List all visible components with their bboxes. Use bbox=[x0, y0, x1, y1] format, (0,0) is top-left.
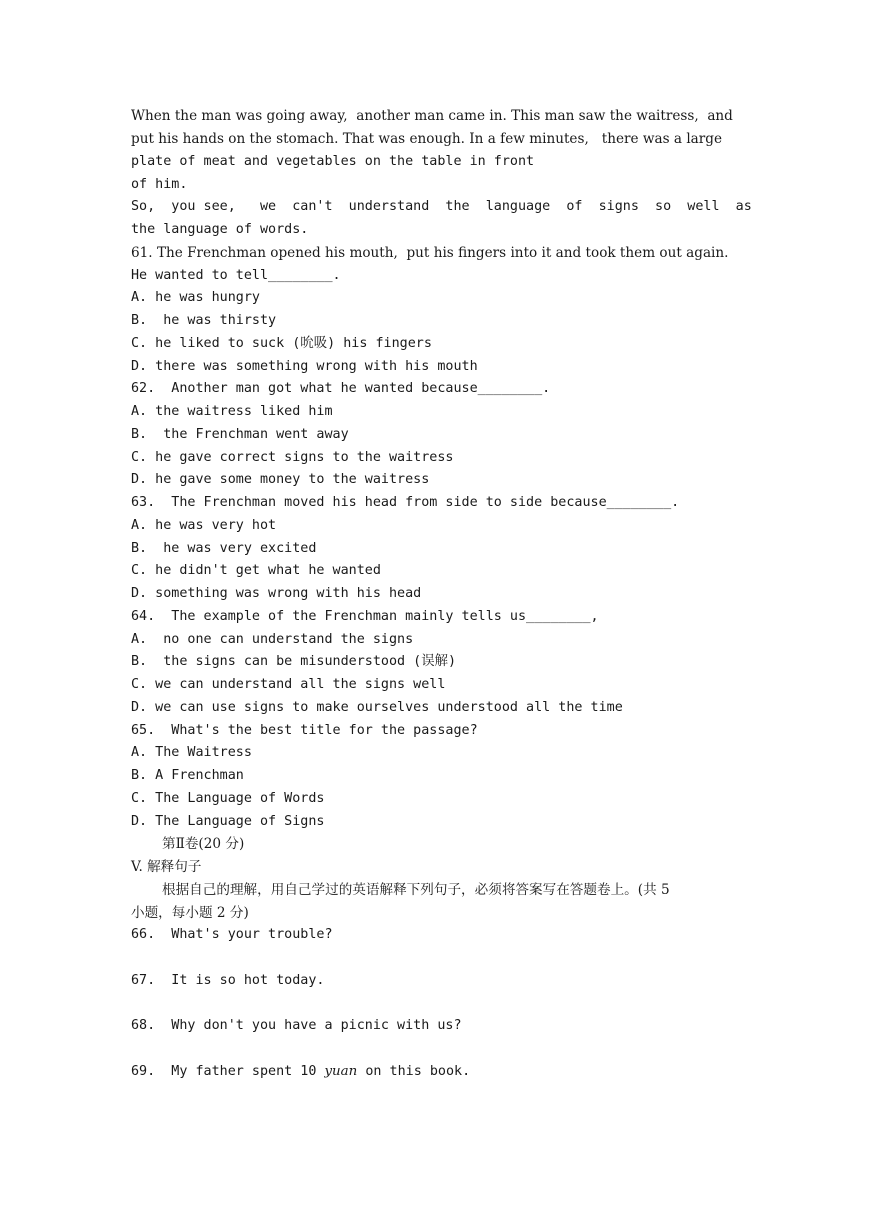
answer-option: B. A Frenchman bbox=[131, 768, 244, 783]
question-stem: 63. The Frenchman moved his head from side to side because________. bbox=[131, 495, 680, 510]
question-stem: 65. What's the best title for the passage? bbox=[131, 723, 478, 738]
answer-option: A. he was hungry bbox=[131, 290, 260, 305]
instruction-text: 小题，每小题 2 分) bbox=[131, 905, 249, 921]
answer-option: D. we can use signs to make ourselves understood all the time bbox=[131, 700, 623, 715]
passage-line: When the man was going away, another man came in. This man saw the waitress, and bbox=[131, 108, 733, 124]
passage-line: plate of meat and vegetables on the table in front bbox=[131, 154, 535, 169]
sentence-item bbox=[131, 1062, 470, 1082]
section-title: 第Ⅱ卷(20 分) bbox=[162, 836, 245, 852]
answer-option: C. he liked to suck (吮吸) his fingers bbox=[131, 336, 432, 351]
answer-option: B. the Frenchman went away bbox=[131, 427, 349, 442]
italic-word: yuan bbox=[324, 1064, 358, 1079]
answer-option: A. he was very hot bbox=[131, 518, 277, 533]
part-heading: V. 解释句子 bbox=[131, 859, 202, 875]
answer-option: B. he was thirsty bbox=[131, 313, 277, 328]
answer-option: D. The Language of Signs bbox=[131, 814, 325, 829]
passage-line: of him. bbox=[131, 177, 188, 192]
answer-option: A. no one can understand the signs bbox=[131, 632, 414, 647]
question-stem: 64. The example of the Frenchman mainly tells us________, bbox=[131, 609, 599, 624]
answer-option: D. he gave some money to the waitress bbox=[131, 472, 430, 487]
passage-line: put his hands on the stomach. That was enough. In a few minutes, there was a large bbox=[131, 131, 723, 147]
answer-option: C. he didn't get what he wanted bbox=[131, 563, 381, 578]
answer-option: D. something was wrong with his head bbox=[131, 586, 422, 601]
answer-option: D. there was something wrong with his mouth bbox=[131, 359, 478, 374]
answer-option: C. he gave correct signs to the waitress bbox=[131, 450, 454, 465]
question-stem: He wanted to tell________. bbox=[131, 268, 341, 283]
answer-option: C. The Language of Words bbox=[131, 791, 325, 806]
answer-option: B. the signs can be misunderstood (误解) bbox=[131, 654, 457, 669]
question-stem: 61. The Frenchman opened his mouth, put his fingers into it and took them out again. bbox=[131, 245, 729, 261]
sentence-item: 66. What's your trouble? bbox=[131, 927, 333, 942]
sentence-text: 69. My father spent 10 bbox=[131, 1064, 325, 1079]
sentence-text: on this book. bbox=[357, 1064, 471, 1079]
answer-option: B. he was very excited bbox=[131, 541, 317, 556]
answer-option: C. we can understand all the signs well bbox=[131, 677, 446, 692]
instruction-text: 根据自己的理解，用自己学过的英语解释下列句子，必须将答案写在答题卷上。(共 5 bbox=[162, 882, 670, 898]
answer-option: A. The Waitress bbox=[131, 745, 252, 760]
question-stem: 62. Another man got what he wanted because________. bbox=[131, 381, 551, 396]
passage-line: So, you see, we can't understand the language of signs so well as bbox=[131, 199, 752, 214]
passage-line: the language of words. bbox=[131, 222, 309, 237]
answer-option: A. the waitress liked him bbox=[131, 404, 333, 419]
sentence-item: 67. It is so hot today. bbox=[131, 973, 325, 988]
sentence-item: 68. Why don't you have a picnic with us? bbox=[131, 1018, 462, 1033]
